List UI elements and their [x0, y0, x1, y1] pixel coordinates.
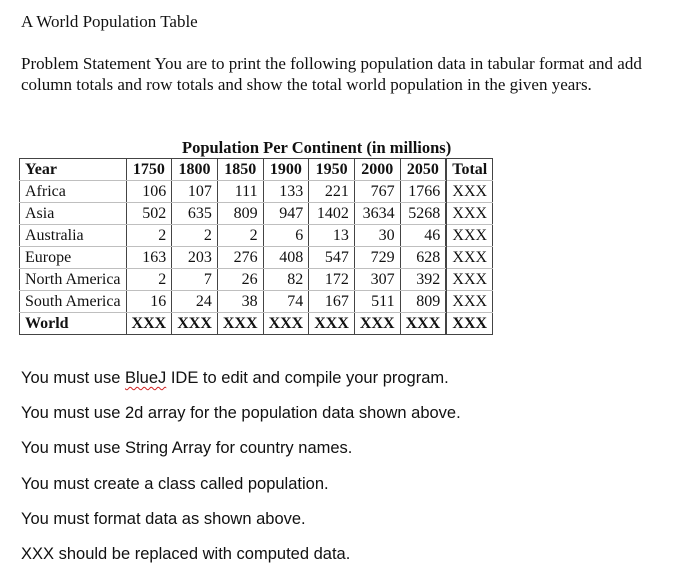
row-value: 1402: [309, 203, 355, 225]
row-value: 30: [354, 225, 400, 247]
row-value: 13: [309, 225, 355, 247]
row-label: Europe: [20, 247, 127, 269]
header-year-label: Year: [20, 159, 127, 181]
row-total: XXX: [447, 247, 493, 269]
row-label: Africa: [20, 181, 127, 203]
world-value: XXX: [172, 313, 218, 335]
document-title: A World Population Table: [21, 12, 198, 31]
row-value: 6: [263, 225, 309, 247]
row-total: XXX: [447, 225, 493, 247]
table-row: [20, 203, 493, 225]
world-value: XXX: [217, 313, 263, 335]
row-value: 809: [400, 291, 446, 313]
row-value: 106: [126, 181, 172, 203]
world-value: XXX: [263, 313, 309, 335]
header-year-2000: 2000: [354, 159, 400, 181]
row-value: 46: [400, 225, 446, 247]
bluej-word: BlueJ: [124, 369, 167, 387]
header-year-1950: 1950: [309, 159, 355, 181]
row-label: Asia: [20, 203, 127, 225]
requirement-bluej-prefix: You must use: [21, 369, 125, 387]
row-value: 2: [172, 225, 218, 247]
table-row: [20, 225, 493, 247]
header-year-1800: 1800: [172, 159, 218, 181]
world-value: XXX: [354, 313, 400, 335]
row-value: 1766: [400, 181, 446, 203]
row-value: 82: [263, 269, 309, 291]
row-value: 7: [172, 269, 218, 291]
row-value: 729: [354, 247, 400, 269]
table-caption: Population Per Continent (in millions): [182, 138, 452, 157]
requirement-2d-array: You must use 2d array for the population data shown above.: [21, 404, 461, 422]
world-value: XXX: [309, 313, 355, 335]
requirement-class: You must create a class called population.: [21, 475, 329, 493]
row-value: 628: [400, 247, 446, 269]
world-value: XXX: [126, 313, 172, 335]
row-value: 502: [126, 203, 172, 225]
row-value: 392: [400, 269, 446, 291]
row-value: 767: [354, 181, 400, 203]
world-label: World: [20, 313, 127, 335]
population-table: [19, 158, 493, 335]
row-value: 408: [263, 247, 309, 269]
row-value: 24: [172, 291, 218, 313]
row-value: 2: [126, 225, 172, 247]
requirement-bluej-suffix: IDE to edit and compile your program.: [166, 369, 449, 387]
header-year-1900: 1900: [263, 159, 309, 181]
world-value: XXX: [400, 313, 446, 335]
row-value: 133: [263, 181, 309, 203]
row-label: South America: [20, 291, 127, 313]
world-total: XXX: [447, 313, 493, 335]
requirement-bluej: [21, 369, 449, 388]
row-value: 276: [217, 247, 263, 269]
header-year-1750: 1750: [126, 159, 172, 181]
row-value: 26: [217, 269, 263, 291]
problem-statement: Problem Statement You are to print the following population data in tabular format and add column totals and row totals and show the total world population in the given years.: [21, 54, 642, 94]
header-row: [20, 159, 493, 181]
row-label: Australia: [20, 225, 127, 247]
row-value: 5268: [400, 203, 446, 225]
row-value: 107: [172, 181, 218, 203]
row-value: 307: [354, 269, 400, 291]
row-value: 74: [263, 291, 309, 313]
table-row: [20, 291, 493, 313]
table-row: [20, 181, 493, 203]
row-value: 111: [217, 181, 263, 203]
row-value: 167: [309, 291, 355, 313]
row-value: 16: [126, 291, 172, 313]
row-label: North America: [20, 269, 127, 291]
row-value: 947: [263, 203, 309, 225]
world-row: [20, 313, 493, 335]
row-value: 203: [172, 247, 218, 269]
row-value: 2: [126, 269, 172, 291]
row-value: 38: [217, 291, 263, 313]
header-year-1850: 1850: [217, 159, 263, 181]
row-total: XXX: [447, 269, 493, 291]
row-value: 221: [309, 181, 355, 203]
row-value: 511: [354, 291, 400, 313]
requirement-computed: XXX should be replaced with computed data.: [21, 545, 351, 563]
row-value: 635: [172, 203, 218, 225]
row-total: XXX: [447, 181, 493, 203]
row-value: 163: [126, 247, 172, 269]
row-total: XXX: [447, 291, 493, 313]
row-value: 547: [309, 247, 355, 269]
table-row: [20, 269, 493, 291]
row-value: 809: [217, 203, 263, 225]
row-value: 172: [309, 269, 355, 291]
row-value: 3634: [354, 203, 400, 225]
requirement-string-array: You must use String Array for country names.: [21, 439, 353, 457]
header-year-2050: 2050: [400, 159, 446, 181]
row-value: 2: [217, 225, 263, 247]
row-total: XXX: [447, 203, 493, 225]
table-row: [20, 247, 493, 269]
requirement-format: You must format data as shown above.: [21, 510, 306, 528]
header-total: Total: [447, 159, 493, 181]
